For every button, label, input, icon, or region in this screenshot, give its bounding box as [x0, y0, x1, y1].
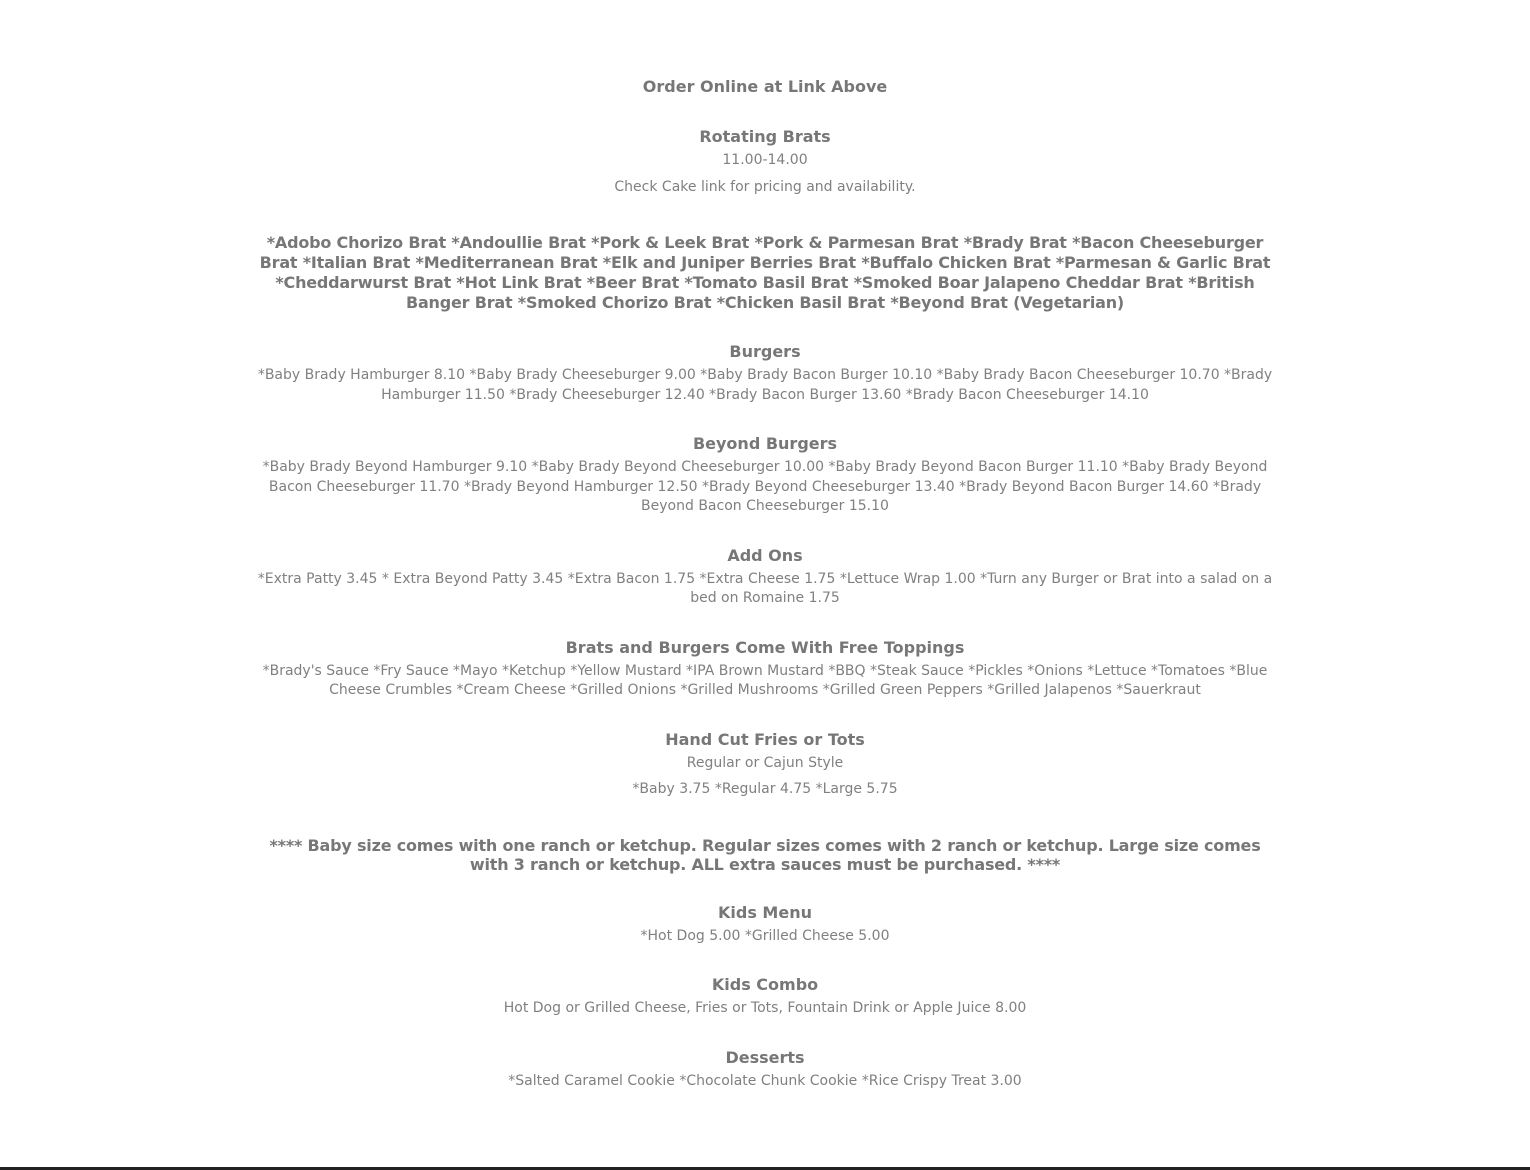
add-ons-title: Add Ons [727, 545, 803, 565]
kids-combo-title: Kids Combo [711, 975, 819, 994]
add-ons-items: *Extra Patty 3.45 * Extra Beyond Patty 3.45 *Extra Bacon 1.75 *Extra Cheese 1.75 *Lettuce Wrap 1.00 *Turn any Burger or Brat into a salad on a bed on Romaine 1.75 [257, 570, 1273, 606]
rotating-brats-hours: 11.00-14.00 [722, 152, 808, 168]
kids-combo-items: Hot Dog or Grilled Cheese, Fries or Tots, Fountain Drink or Apple Juice 8.00 [503, 1000, 1027, 1016]
order-online-heading: Order Online at Link Above [642, 77, 888, 96]
burgers-items: *Baby Brady Hamburger 8.10 *Baby Brady Cheeseburger 9.00 *Baby Brady Bacon Burger 10.10 *Baby Brady Bacon Cheeseburger 10.70 *Brady Hamburger 11.50 *Brady Cheeseburger 12.40 *Brady Bacon Burger 13.60 *Brady Bacon Cheeseburger 14.10 [257, 367, 1273, 403]
beyond-burgers-items: *Baby Brady Beyond Hamburger 9.10 *Baby Brady Beyond Cheeseburger 10.00 *Baby Brady Beyond Bacon Burger 11.10 *Baby Brady Beyond Bacon Cheeseburger 11.70 *Brady Beyond Hamburger 12.50 *Brady Beyond Cheeseburger 13.40 *Brady Beyond Bacon Burger 14.60 *Brady Beyond Bacon Cheeseburger 15.10 [262, 459, 1268, 514]
rotating-brats-note: Check Cake link for pricing and availability. [614, 178, 916, 195]
kids-menu-title: Kids Menu [718, 902, 812, 922]
menu-content [255, 76, 1275, 1091]
toppings-items: *Brady's Sauce *Fry Sauce *Mayo *Ketchup *Yellow Mustard *IPA Brown Mustard *BBQ *Steak Sauce *Pickles *Onions *Lettuce *Tomatoes *Blue Cheese Crumbles *Cream Cheese *Grilled Onions *Grilled Mushrooms *Grilled Green Peppers *Grilled Jalapenos *Sauerkraut [262, 662, 1268, 698]
rotating-brats-list: *Adobo Chorizo Brat *Andoullie Brat *Pork & Leek Brat *Pork & Parmesan Brat *Brady Brat *Bacon Cheeseburger Brat *Italian Brat *Mediterranean Brat *Elk and Juniper Berries Brat *Buffalo Chicken Brat *Parmesan & Garlic Brat *Cheddarwurst Brat *Hot Link Brat *Beer Brat *Tomato Basil Brat *Smoked Boar Jalapeno Cheddar Brat *British Banger Brat *Smoked Chorizo Brat *Chicken Basil Brat *Beyond Brat (Vegetarian) [259, 233, 1271, 312]
fries-sizes: *Baby 3.75 *Regular 4.75 *Large 5.75 [632, 781, 898, 797]
fries-title: Hand Cut Fries or Tots [665, 729, 865, 749]
desserts-items: *Salted Caramel Cookie *Chocolate Chunk Cookie *Rice Crispy Treat 3.00 [508, 1072, 1022, 1089]
kids-menu-items: *Hot Dog 5.00 *Grilled Cheese 5.00 [640, 927, 890, 944]
toppings-title: Brats and Burgers Come With Free Toppings [565, 637, 965, 657]
fries-sauce-note: **** Baby size comes with one ranch or ketchup. Regular sizes comes with 2 ranch or ketchup. Large size comes with 3 ranch or ketchup. ALL extra sauces must be purchased. **** [269, 835, 1261, 874]
beyond-burgers-title: Beyond Burgers [692, 434, 838, 453]
fries-style: Regular or Cajun Style [686, 754, 844, 771]
burgers-title: Burgers [729, 342, 801, 361]
desserts-title: Desserts [725, 1047, 805, 1067]
rotating-brats-title: Rotating Brats [699, 127, 831, 146]
